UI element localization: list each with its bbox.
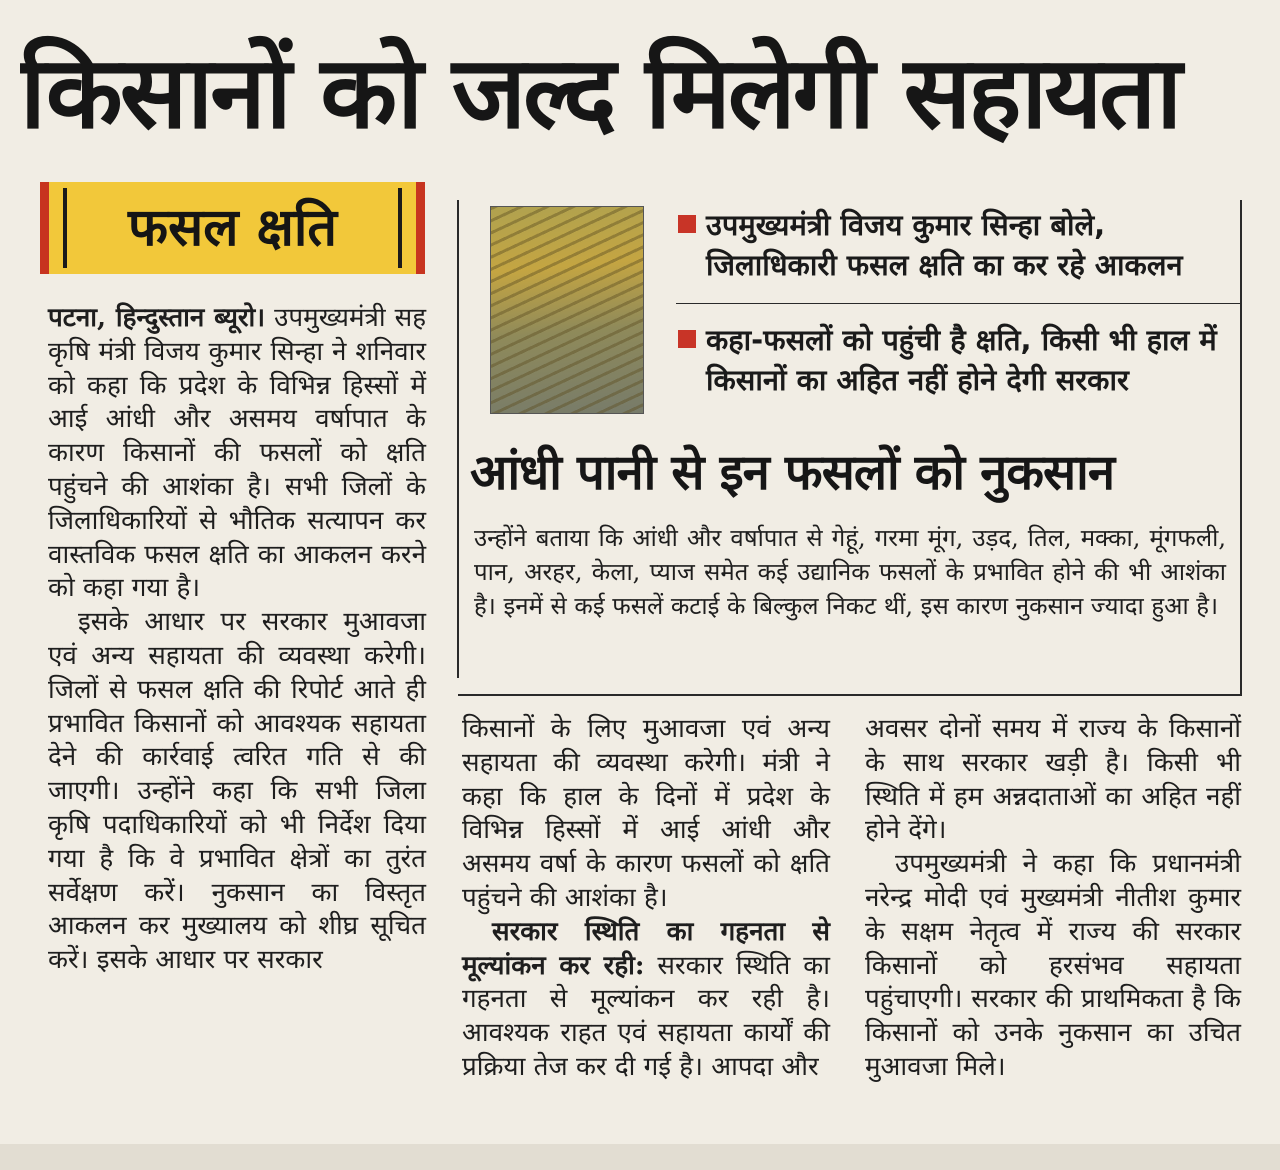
- article-column-2: [462, 713, 830, 1085]
- box-divider: [457, 200, 459, 678]
- dateline: पटना, हिन्दुस्तान ब्यूरो।: [48, 303, 266, 333]
- article-column-1: [48, 302, 426, 978]
- article-column-3: [865, 713, 1241, 1085]
- page-edge: [0, 1144, 1280, 1170]
- paragraph: किसानों के लिए मुआवजा एवं अन्य सहायता की व्यवस्था करेगी। मंत्री ने कहा कि हाल के दिनों में प्रदेश के विभिन्न हिस्सों में आई आंधी और असमय वर्षा के कारण फसलों को क्षति पहुंचने की आशंका है।: [462, 714, 830, 913]
- subheading: सरकार स्थिति का गहनता से मूल्यांकन कर रही:: [462, 916, 830, 981]
- box-body: उन्होंने बताया कि आंधी और वर्षापात से गेहूं, गरमा मूंग, उड़द, तिल, मक्का, मूंगफली, पान, अरहर, केला, प्याज समेत कई उद्यानिक फसलों के प्रभावित होने की भी आशंका है। इनमें से कई फसलें कटाई के बिल्कुल निकट थीं, इस कारण नुकसान ज्यादा हुआ है।: [474, 524, 1226, 620]
- box-heading: आंधी पानी से इन फसलों को नुकसान: [470, 444, 1115, 501]
- bullet-divider: [676, 303, 1242, 304]
- paragraph: इसके आधार पर सरकार मुआवजा एवं अन्य सहायता की व्यवस्था करेगी। जिलों से फसल क्षति की रिपोर्ट आते ही प्रभावित किसानों को आवश्यक सहायता देने की कार्रवाई त्वरित गति से की जाएगी। उन्होंने कहा कि सभी जिला कृषि पदाधिकारियों को भी निर्देश दिया गया है कि वे प्रभावित क्षेत्रों का तुरंत सर्वेक्षण करें। नुकसान का विस्तृत आकलन कर मुख्यालय को शीघ्र सूचित करें। इसके आधार पर सरकार: [48, 607, 426, 976]
- highlight-bullet: [682, 205, 1242, 285]
- bullet-square-icon: [678, 215, 696, 233]
- bullet-text: उपमुख्यमंत्री विजय कुमार सिन्हा बोले, जिलाधिकारी फसल क्षति का कर रहे आकलन: [706, 208, 1183, 282]
- kicker-label: फसल क्षति: [128, 198, 337, 258]
- paragraph: [48, 302, 426, 606]
- paragraph-text: उपमुख्यमंत्री सह कृषि मंत्री विजय कुमार सिन्हा ने शनिवार को कहा कि प्रदेश के विभिन्न हिस्सों में आई आंधी और असमय वर्षापात के कारण किसानों की फसलों को क्षति पहुंचने की आशंका है। सभी जिलों के जिलाधिकारियों से भौतिक सत्यापन कर वास्तविक फसल क्षति का आकलन करने को कहा गया है।: [48, 303, 427, 604]
- section-kicker: [40, 182, 425, 274]
- paragraph: उपमुख्यमंत्री ने कहा कि प्रधानमंत्री नरेन्द्र मोदी एवं मुख्यमंत्री नीतीश कुमार के सक्षम नेतृत्व में राज्य की सरकार किसानों को हरसंभव सहायता पहुंचाएगी। सरकार की प्राथमिकता है कि किसानों को उनके नुकसान का उचित मुआवजा मिले।: [865, 849, 1241, 1082]
- bullet-text: कहा-फसलों को पहुंची है क्षति, किसी भी हाल में किसानों का अहित नहीं होने देगी सरकार: [706, 323, 1217, 397]
- headline: किसानों को जल्द मिलेगी सहायता: [20, 34, 1180, 151]
- bullet-square-icon: [678, 330, 696, 348]
- paragraph: अवसर दोनों समय में राज्य के किसानों के साथ सरकार खड़ी है। किसी भी स्थिति में हम अन्नदाताओं का अहित नहीं होने देंगे।: [865, 714, 1241, 846]
- crop-damage-photo: [490, 206, 644, 414]
- paragraph: [462, 916, 830, 1085]
- paragraph-text: सरकार स्थिति का गहनता से मूल्यांकन कर रही है। आवश्यक राहत एवं सहायता कार्यों की प्रक्रिया तेज कर दी गई है। आपदा और: [462, 950, 830, 1082]
- highlight-bullet: [682, 320, 1242, 400]
